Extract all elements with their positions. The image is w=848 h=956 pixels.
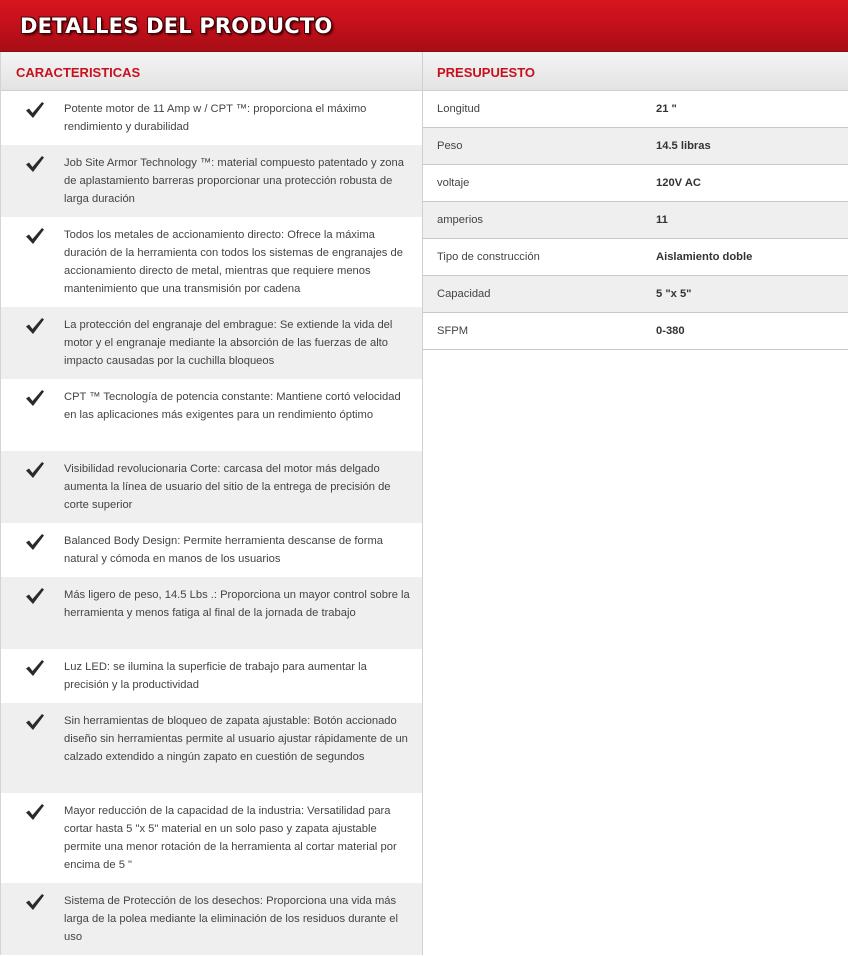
feature-item [1, 145, 422, 217]
feature-text: Todos los metales de accionamiento directo: Ofrece la máxima duración de la herramienta con todos los sistemas de engranajes de accionamiento directo de metal, mientras que requiere menos mantenimiento que una transmisión por cadena [64, 229, 403, 295]
spec-label: Tipo de construcción [437, 251, 540, 263]
checkmark-icon [1, 712, 64, 793]
spec-value: 14.5 libras [656, 140, 711, 152]
checkmark-icon [1, 802, 64, 883]
checkmark-icon [1, 154, 64, 217]
feature-item [1, 703, 422, 793]
features-list [1, 91, 422, 955]
feature-item [1, 217, 422, 307]
specs-header [423, 52, 848, 91]
checkmark-icon [1, 892, 64, 955]
feature-item [1, 307, 422, 379]
specs-column [423, 52, 848, 955]
checkmark-icon [1, 316, 64, 379]
features-heading: CARACTERISTICAS [16, 65, 141, 80]
feature-text: CPT ™ Tecnología de potencia constante: Mantiene cortó velocidad en las aplicaciones más exigentes para un rendimiento óptimo [64, 391, 401, 421]
checkmark-icon [1, 100, 64, 145]
feature-text: Potente motor de 11 Amp w / CPT ™: proporciona el máximo rendimiento y durabilidad [64, 103, 367, 133]
features-header [1, 52, 422, 91]
spec-row [423, 165, 848, 202]
feature-text: Job Site Armor Technology ™: material compuesto patentado y zona de aplastamiento barreras proporcionar una protección robusta de larga duración [64, 157, 404, 205]
spec-label: Capacidad [437, 288, 491, 300]
spec-row [423, 128, 848, 165]
spec-label: amperios [437, 214, 484, 226]
checkmark-icon [1, 586, 64, 649]
feature-text: La protección del engranaje del embrague: Se extiende la vida del motor y el engranaje mediante la absorción de las fuerzas de alto impacto causadas por la cuchilla bloqueos [64, 319, 393, 367]
details-columns [0, 52, 848, 955]
spec-value: 0-380 [656, 325, 685, 337]
feature-item [1, 523, 422, 577]
feature-item [1, 649, 422, 703]
checkmark-icon [1, 658, 64, 703]
spec-label: SFPM [437, 325, 469, 337]
spec-row [423, 91, 848, 128]
feature-text: Sin herramientas de bloqueo de zapata ajustable: Botón accionado diseño sin herramientas permite al usuario ajustar rápidamente de un calzado extendido a ningún zapato en cuestión de segundos [64, 715, 408, 763]
specs-table [423, 91, 848, 350]
spec-value: 120V AC [656, 177, 701, 189]
checkmark-icon [1, 532, 64, 577]
product-details-banner [0, 0, 848, 52]
spec-label: Peso [437, 140, 463, 152]
checkmark-icon [1, 226, 64, 307]
feature-text: Más ligero de peso, 14.5 Lbs .: Proporciona un mayor control sobre la herramienta y menos fatiga al final de la jornada de trabajo [64, 589, 410, 619]
feature-text: Sistema de Protección de los desechos: Proporciona una vida más larga de la polea mediante la eliminación de los residuos durante el uso [64, 895, 398, 943]
feature-text: Luz LED: se ilumina la superficie de trabajo para aumentar la precisión y la productividad [64, 661, 367, 691]
feature-text: Mayor reducción de la capacidad de la industria: Versatilidad para cortar hasta 5 "x 5" material en un solo paso y zapata ajustable permite una menor rotación de la herramienta al cortar material por encima de 5 " [64, 805, 397, 871]
spec-value: Aislamiento doble [656, 251, 753, 263]
spec-label: Longitud [437, 103, 480, 115]
features-column [0, 52, 423, 955]
feature-item [1, 451, 422, 523]
spec-value: 5 "x 5" [656, 288, 692, 300]
feature-text: Visibilidad revolucionaria Corte: carcasa del motor más delgado aumenta la línea de usuario del sitio de la entrega de precisión de corte superior [64, 463, 391, 511]
checkmark-icon [1, 388, 64, 451]
spec-value: 21 " [656, 103, 677, 115]
spec-row [423, 239, 848, 276]
spec-label: voltaje [437, 177, 470, 189]
feature-item [1, 883, 422, 955]
feature-item [1, 379, 422, 451]
feature-item [1, 793, 422, 883]
feature-item [1, 577, 422, 649]
specs-heading: PRESUPUESTO [437, 65, 536, 80]
spec-row [423, 202, 848, 239]
spec-row [423, 313, 848, 350]
feature-item [1, 91, 422, 145]
spec-value: 11 [656, 214, 668, 226]
spec-row [423, 276, 848, 313]
feature-text: Balanced Body Design: Permite herramienta descanse de forma natural y cómoda en manos de los usuarios [64, 535, 384, 565]
checkmark-icon [1, 460, 64, 523]
page-title: DETALLES DEL PRODUCTO [20, 14, 333, 38]
